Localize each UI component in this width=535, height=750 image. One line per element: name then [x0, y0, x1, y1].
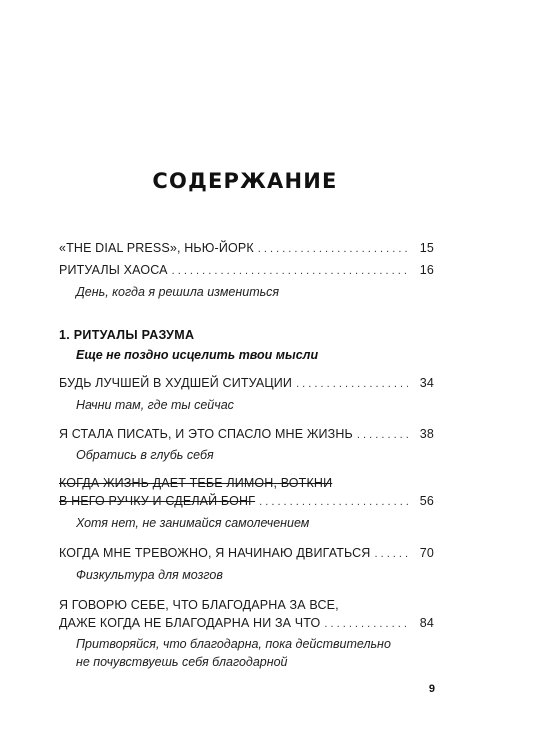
dot-leader: [324, 617, 408, 632]
section-title: 1. РИТУАЛЫ РАЗУМА: [59, 328, 195, 342]
toc-chapter-title: Я СТАЛА ПИСАТЬ, И ЭТО СПАСЛО МНЕ ЖИЗНЬ: [59, 427, 353, 441]
toc-chapter-subtitle: Обратись в глубь себя: [76, 448, 214, 462]
toc-chapter-page: 84: [419, 616, 434, 630]
toc-chapter-title-line1: Я ГОВОРЮ СЕБЕ, ЧТО БЛАГОДАРНА ЗА ВСЕ,: [59, 598, 339, 612]
section-subtitle: Еще не поздно исцелить твои мысли: [76, 348, 319, 362]
toc-chapter-page: 34: [419, 376, 434, 390]
toc-chapter-title-line2: ДАЖЕ КОГДА НЕ БЛАГОДАРНА НИ ЗА ЧТО: [59, 616, 321, 630]
page-title: СОДЕРЖАНИЕ: [152, 169, 338, 193]
toc-chapter-title-line2: В НЕГО РУЧКУ И СДЕЛАЙ БОНГ: [59, 494, 256, 508]
toc-chapter-title-line1: КОГДА ЖИЗНЬ ДАЕТ ТЕБЕ ЛИМОН, ВОТКНИ: [59, 476, 333, 490]
toc-chapter-subtitle: Хотя нет, не занимайся самолечением: [76, 516, 310, 530]
toc-chapter-title: КОГДА МНЕ ТРЕВОЖНО, Я НАЧИНАЮ ДВИГАТЬСЯ: [59, 546, 371, 560]
toc-entry-page: 16: [419, 263, 434, 277]
toc-entry-title: «THE DIAL PRESS», НЬЮ-ЙОРК: [59, 241, 254, 255]
dot-leader: [357, 428, 408, 443]
toc-entry: [59, 241, 434, 257]
page-number: 9: [428, 683, 435, 695]
toc-entry: [59, 263, 434, 279]
toc-entry-subtitle: День, когда я решила измениться: [76, 285, 280, 299]
toc-chapter: [59, 494, 434, 510]
dot-leader: [172, 264, 408, 279]
dot-leader: [259, 495, 408, 510]
toc-chapter-page: 56: [419, 494, 434, 508]
toc-chapter-page: 38: [419, 427, 434, 441]
dot-leader: [374, 547, 408, 562]
dot-leader: [258, 242, 408, 257]
toc-chapter-subtitle: Физкультура для мозгов: [76, 568, 223, 582]
toc-chapter-subtitle-line2: не почувствуешь себя благодарной: [76, 655, 288, 669]
toc-chapter-subtitle: Начни там, где ты сейчас: [76, 398, 234, 412]
toc-chapter: [59, 616, 434, 632]
toc-chapter-title: БУДЬ ЛУЧШЕЙ В ХУДШЕЙ СИТУАЦИИ: [59, 376, 293, 390]
toc-chapter: [59, 546, 434, 562]
toc-chapter-page: 70: [419, 546, 434, 560]
toc-chapter-subtitle-line1: Притворяйся, что благодарна, пока действительно: [76, 637, 391, 651]
toc-entry-title: РИТУАЛЫ ХАОСА: [59, 263, 168, 277]
dot-leader: [296, 377, 408, 392]
toc-entry-page: 15: [419, 241, 434, 255]
toc-chapter: [59, 376, 434, 392]
toc-chapter: [59, 427, 434, 443]
